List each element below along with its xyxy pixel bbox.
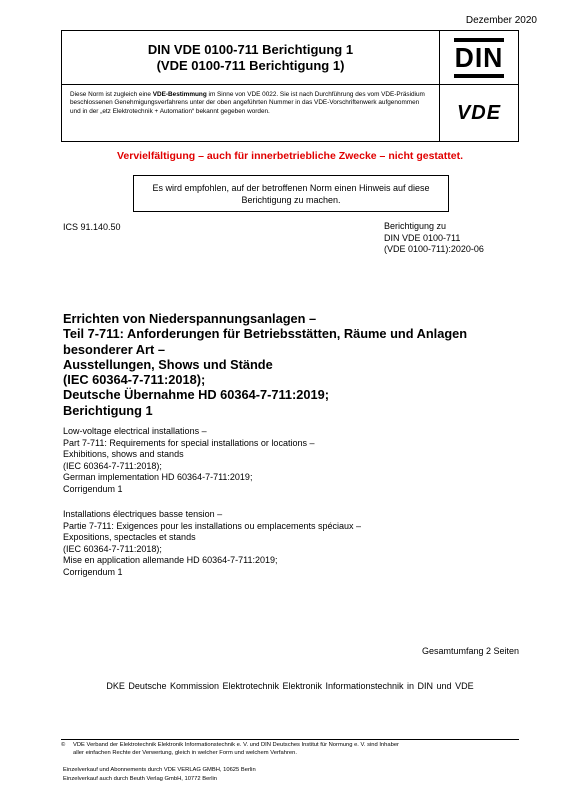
english-title-line: Low-voltage electrical installations – [63,426,207,436]
copyright-text-line1: VDE Verband der Elektrotechnik Elektronik Informationstechnik e. V. und DIN Deutsches Institut für Normung e. V. sind Inhaber [73,742,399,748]
publication-date: Dezember 2020 [465,15,537,26]
din-logo-mark [454,38,504,78]
vde-note-text-end: im Sinne von VDE 0022. Sie ist nach Durchführung des vom VDE-Präsidium beschlossenen Genehmigungsverfahrens unter der oben angeführten Nummer in das VDE-Vorschriftenwerk aufgenommen und in der „etz Elektrotechnik + Automation“ bekannt gegeben worden. [70,91,425,115]
din-logo [440,31,518,85]
vde-regulation-note [62,85,440,141]
recommendation-line1: Es wird empfohlen, auf der betroffenen Norm einen Hinweis auf diese [152,182,430,193]
german-title-line: Errichten von Niederspannungsanlagen – [63,311,317,326]
correction-reference-line2: DIN VDE 0100-711 [384,232,461,243]
french-title-line: Corrigendum 1 [63,566,123,577]
sales-info-line1: Einzelverkauf und Abonnements durch VDE VERLAG GMBH, 10625 Berlin [63,767,256,773]
sales-info-line2: Einzelverkauf auch durch Beuth Verlag GmbH, 10772 Berlin [63,776,218,782]
ics-code: ICS 91.140.50 [63,222,121,232]
reproduction-warning: Vervielfältigung – auch für innerbetriebliche Zwecke – nicht gestattet. [116,150,463,162]
french-title [63,509,361,578]
recommendation-box [133,175,449,212]
english-title [63,426,314,495]
footer-divider [61,739,519,740]
din-logo-text: DIN [454,41,504,73]
total-pages: Gesamtumfang 2 Seiten [421,646,519,656]
german-title-line: Berichtigung 1 [63,402,153,418]
german-title-line: Teil 7-711: Anforderungen für Betriebsstätten, Räume und Anlagen [63,326,468,342]
header-box [61,30,519,142]
german-title-line: (IEC 60364-7-711:2018); [63,372,206,388]
copyright-symbol: © [61,742,66,748]
french-title-line: Partie 7-711: Exigences pour les installations ou emplacements spéciaux – [63,520,361,531]
correction-reference-line1: Berichtigung zu [384,221,447,231]
german-title-line: besonderer Art – [63,341,165,357]
recommendation-line2: Berichtigung zu machen. [241,194,341,205]
copyright-notice [61,742,521,758]
copyright-line1 [61,742,521,750]
sales-info [63,766,256,784]
copyright-text-line2: aller einfachen Rechte der Verwertung, gleich in welcher Form und welchem Verfahren. [73,749,297,756]
english-title-line: (IEC 60364-7-711:2018); [63,460,162,471]
english-title-line: Part 7-711: Requirements for special installations or locations – [63,437,315,448]
document-number-line2: (VDE 0100-711 Berichtigung 1) [156,57,345,73]
german-title-line: Deutsche Übernahme HD 60364-7-711:2019; [63,387,330,403]
german-title [63,311,533,418]
vde-note-text-start: Diese Norm ist zugleich eine [70,91,153,98]
correction-reference [384,221,484,256]
document-number-line1: DIN VDE 0100-711 Berichtigung 1 [147,41,354,57]
correction-reference-line3: (VDE 0100-711):2020-06 [384,244,484,254]
french-title-line: Expositions, spectacles et stands [63,532,196,542]
vde-logo: VDE [456,101,502,124]
dke-line: DKE Deutsche Kommission Elektrotechnik Elektronik Informationstechnik in DIN und VDE [106,681,474,691]
english-title-line: German implementation HD 60364-7-711:2019; [63,472,253,482]
french-title-line: (IEC 60364-7-711:2018); [63,543,162,554]
english-title-line: Exhibitions, shows and stands [63,449,184,459]
vde-note-bold: VDE-Bestimmung [152,91,207,98]
french-title-line: Installations électriques basse tension – [63,509,223,519]
din-logo-bottom-bar [454,74,504,78]
french-title-line: Mise en application allemande HD 60364-7-711:2019; [63,555,278,565]
english-title-line: Corrigendum 1 [63,483,123,494]
document-number [62,31,440,85]
german-title-line: Ausstellungen, Shows und Stände [63,356,273,372]
